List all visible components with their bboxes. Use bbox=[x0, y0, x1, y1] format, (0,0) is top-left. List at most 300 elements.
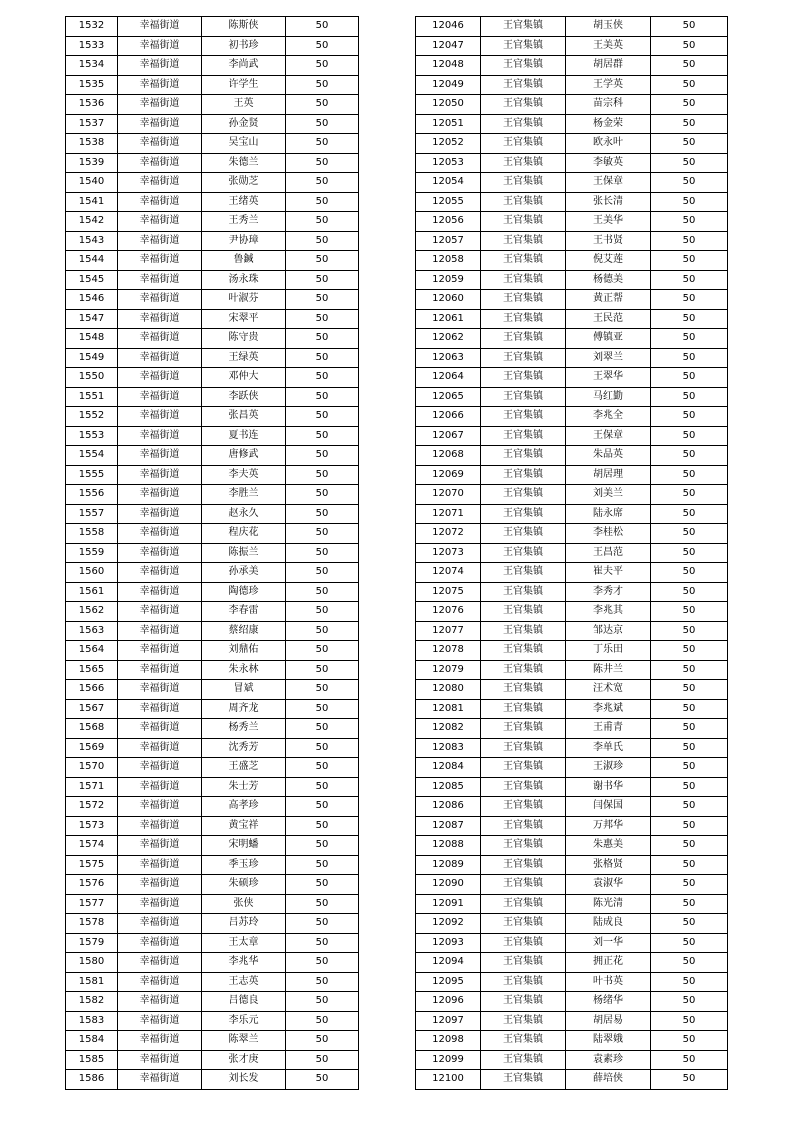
name-cell: 万邦华 bbox=[566, 816, 651, 836]
amount-cell: 50 bbox=[286, 719, 359, 739]
amount-cell: 50 bbox=[651, 894, 728, 914]
table-row bbox=[66, 660, 359, 680]
serial-number-cell: 12094 bbox=[416, 953, 481, 973]
name-cell: 张侠 bbox=[202, 894, 286, 914]
serial-number-cell: 12093 bbox=[416, 933, 481, 953]
name-cell: 倪艾莲 bbox=[566, 251, 651, 271]
area-cell: 王官集镇 bbox=[481, 621, 566, 641]
serial-number-cell: 1550 bbox=[66, 368, 118, 388]
serial-number-cell: 1556 bbox=[66, 485, 118, 505]
name-cell: 王淑珍 bbox=[566, 758, 651, 778]
table-row bbox=[416, 719, 728, 739]
amount-cell: 50 bbox=[651, 192, 728, 212]
table-row bbox=[416, 212, 728, 232]
name-cell: 孙金贤 bbox=[202, 114, 286, 134]
name-cell: 谢书华 bbox=[566, 777, 651, 797]
area-cell: 王官集镇 bbox=[481, 36, 566, 56]
area-cell: 王官集镇 bbox=[481, 114, 566, 134]
table-row bbox=[66, 329, 359, 349]
name-cell: 杨金荣 bbox=[566, 114, 651, 134]
area-cell: 幸福街道 bbox=[118, 660, 202, 680]
table-row bbox=[66, 1050, 359, 1070]
area-cell: 王官集镇 bbox=[481, 290, 566, 310]
amount-cell: 50 bbox=[651, 1050, 728, 1070]
amount-cell: 50 bbox=[286, 582, 359, 602]
name-cell: 薛培侠 bbox=[566, 1070, 651, 1090]
area-cell: 王官集镇 bbox=[481, 309, 566, 329]
serial-number-cell: 1565 bbox=[66, 660, 118, 680]
serial-number-cell: 1571 bbox=[66, 777, 118, 797]
amount-cell: 50 bbox=[286, 56, 359, 76]
area-cell: 幸福街道 bbox=[118, 153, 202, 173]
table-row bbox=[416, 524, 728, 544]
serial-number-cell: 12090 bbox=[416, 875, 481, 895]
area-cell: 幸福街道 bbox=[118, 875, 202, 895]
amount-cell: 50 bbox=[286, 933, 359, 953]
serial-number-cell: 1535 bbox=[66, 75, 118, 95]
table-row bbox=[66, 270, 359, 290]
amount-cell: 50 bbox=[651, 972, 728, 992]
area-cell: 幸福街道 bbox=[118, 680, 202, 700]
serial-number-cell: 1559 bbox=[66, 543, 118, 563]
amount-cell: 50 bbox=[651, 465, 728, 485]
area-cell: 王官集镇 bbox=[481, 953, 566, 973]
table-row bbox=[416, 1031, 728, 1051]
table-row bbox=[66, 134, 359, 154]
area-cell: 王官集镇 bbox=[481, 426, 566, 446]
name-cell: 朱士芳 bbox=[202, 777, 286, 797]
amount-cell: 50 bbox=[651, 1070, 728, 1090]
table-row bbox=[416, 95, 728, 115]
serial-number-cell: 1532 bbox=[66, 17, 118, 37]
name-cell: 张格贤 bbox=[566, 855, 651, 875]
area-cell: 幸福街道 bbox=[118, 134, 202, 154]
table-row bbox=[66, 17, 359, 37]
name-cell: 沈秀芳 bbox=[202, 738, 286, 758]
serial-number-cell: 1578 bbox=[66, 914, 118, 934]
name-cell: 黄宝祥 bbox=[202, 816, 286, 836]
name-cell: 李乐元 bbox=[202, 1011, 286, 1031]
name-cell: 胡居易 bbox=[566, 1011, 651, 1031]
table-row bbox=[416, 972, 728, 992]
area-cell: 幸福街道 bbox=[118, 212, 202, 232]
amount-cell: 50 bbox=[286, 1070, 359, 1090]
serial-number-cell: 12059 bbox=[416, 270, 481, 290]
table-row bbox=[66, 251, 359, 271]
amount-cell: 50 bbox=[286, 738, 359, 758]
table-row bbox=[66, 621, 359, 641]
area-cell: 幸福街道 bbox=[118, 114, 202, 134]
area-cell: 幸福街道 bbox=[118, 368, 202, 388]
name-cell: 丁乐田 bbox=[566, 641, 651, 661]
table-row bbox=[416, 1070, 728, 1090]
area-cell: 幸福街道 bbox=[118, 1011, 202, 1031]
name-cell: 崔夫平 bbox=[566, 563, 651, 583]
name-cell: 张昌英 bbox=[202, 407, 286, 427]
amount-cell: 50 bbox=[651, 114, 728, 134]
area-cell: 王官集镇 bbox=[481, 231, 566, 251]
serial-number-cell: 12099 bbox=[416, 1050, 481, 1070]
amount-cell: 50 bbox=[286, 524, 359, 544]
name-cell: 孙承美 bbox=[202, 563, 286, 583]
serial-number-cell: 12078 bbox=[416, 641, 481, 661]
area-cell: 幸福街道 bbox=[118, 1031, 202, 1051]
table-row bbox=[66, 407, 359, 427]
area-cell: 王官集镇 bbox=[481, 212, 566, 232]
table-row bbox=[416, 17, 728, 37]
amount-cell: 50 bbox=[651, 75, 728, 95]
serial-number-cell: 12100 bbox=[416, 1070, 481, 1090]
amount-cell: 50 bbox=[286, 875, 359, 895]
serial-number-cell: 12046 bbox=[416, 17, 481, 37]
area-cell: 幸福街道 bbox=[118, 75, 202, 95]
amount-cell: 50 bbox=[286, 992, 359, 1012]
table-row bbox=[66, 212, 359, 232]
amount-cell: 50 bbox=[651, 368, 728, 388]
name-cell: 闫保国 bbox=[566, 797, 651, 817]
serial-number-cell: 1580 bbox=[66, 953, 118, 973]
table-row bbox=[416, 387, 728, 407]
serial-number-cell: 1569 bbox=[66, 738, 118, 758]
area-cell: 王官集镇 bbox=[481, 1011, 566, 1031]
name-cell: 王翠华 bbox=[566, 368, 651, 388]
table-row bbox=[416, 933, 728, 953]
table-row bbox=[66, 855, 359, 875]
amount-cell: 50 bbox=[286, 1031, 359, 1051]
serial-number-cell: 12085 bbox=[416, 777, 481, 797]
name-cell: 袁淑华 bbox=[566, 875, 651, 895]
serial-number-cell: 1548 bbox=[66, 329, 118, 349]
amount-cell: 50 bbox=[286, 543, 359, 563]
table-row bbox=[416, 348, 728, 368]
table-row bbox=[66, 75, 359, 95]
table-row bbox=[66, 446, 359, 466]
amount-cell: 50 bbox=[286, 504, 359, 524]
amount-cell: 50 bbox=[651, 680, 728, 700]
amount-cell: 50 bbox=[651, 855, 728, 875]
area-cell: 王官集镇 bbox=[481, 504, 566, 524]
area-cell: 幸福街道 bbox=[118, 992, 202, 1012]
name-cell: 陆成良 bbox=[566, 914, 651, 934]
name-cell: 吴宝山 bbox=[202, 134, 286, 154]
serial-number-cell: 1576 bbox=[66, 875, 118, 895]
area-cell: 王官集镇 bbox=[481, 797, 566, 817]
serial-number-cell: 12097 bbox=[416, 1011, 481, 1031]
table-row bbox=[66, 641, 359, 661]
amount-cell: 50 bbox=[286, 797, 359, 817]
area-cell: 幸福街道 bbox=[118, 797, 202, 817]
amount-cell: 50 bbox=[286, 329, 359, 349]
amount-cell: 50 bbox=[651, 992, 728, 1012]
table-row bbox=[66, 777, 359, 797]
area-cell: 王官集镇 bbox=[481, 758, 566, 778]
amount-cell: 50 bbox=[286, 251, 359, 271]
name-cell: 宋明蟠 bbox=[202, 836, 286, 856]
table-row bbox=[66, 816, 359, 836]
table-row bbox=[416, 582, 728, 602]
name-cell: 唐修武 bbox=[202, 446, 286, 466]
area-cell: 幸福街道 bbox=[118, 894, 202, 914]
area-cell: 王官集镇 bbox=[481, 348, 566, 368]
table-row bbox=[66, 290, 359, 310]
area-cell: 王官集镇 bbox=[481, 602, 566, 622]
area-cell: 王官集镇 bbox=[481, 387, 566, 407]
area-cell: 幸福街道 bbox=[118, 290, 202, 310]
area-cell: 王官集镇 bbox=[481, 777, 566, 797]
serial-number-cell: 1566 bbox=[66, 680, 118, 700]
area-cell: 幸福街道 bbox=[118, 231, 202, 251]
table-row bbox=[66, 426, 359, 446]
area-cell: 幸福街道 bbox=[118, 426, 202, 446]
area-cell: 王官集镇 bbox=[481, 855, 566, 875]
area-cell: 王官集镇 bbox=[481, 1031, 566, 1051]
amount-cell: 50 bbox=[286, 426, 359, 446]
name-cell: 袁素珍 bbox=[566, 1050, 651, 1070]
table-row bbox=[66, 465, 359, 485]
area-cell: 王官集镇 bbox=[481, 641, 566, 661]
area-cell: 王官集镇 bbox=[481, 153, 566, 173]
table-row bbox=[416, 738, 728, 758]
amount-cell: 50 bbox=[651, 933, 728, 953]
area-cell: 幸福街道 bbox=[118, 582, 202, 602]
area-cell: 王官集镇 bbox=[481, 56, 566, 76]
area-cell: 王官集镇 bbox=[481, 446, 566, 466]
serial-number-cell: 1541 bbox=[66, 192, 118, 212]
amount-cell: 50 bbox=[286, 914, 359, 934]
serial-number-cell: 12056 bbox=[416, 212, 481, 232]
area-cell: 幸福街道 bbox=[118, 816, 202, 836]
serial-number-cell: 1542 bbox=[66, 212, 118, 232]
table-row bbox=[66, 543, 359, 563]
name-cell: 刘鼎佑 bbox=[202, 641, 286, 661]
serial-number-cell: 12063 bbox=[416, 348, 481, 368]
name-cell: 吕德良 bbox=[202, 992, 286, 1012]
table-row bbox=[66, 680, 359, 700]
name-cell: 王书贤 bbox=[566, 231, 651, 251]
table-row bbox=[66, 894, 359, 914]
area-cell: 王官集镇 bbox=[481, 485, 566, 505]
roster-table-left-body bbox=[66, 17, 359, 1090]
amount-cell: 50 bbox=[286, 212, 359, 232]
serial-number-cell: 12048 bbox=[416, 56, 481, 76]
serial-number-cell: 1534 bbox=[66, 56, 118, 76]
amount-cell: 50 bbox=[286, 660, 359, 680]
name-cell: 初书珍 bbox=[202, 36, 286, 56]
amount-cell: 50 bbox=[651, 621, 728, 641]
name-cell: 高孝珍 bbox=[202, 797, 286, 817]
table-row bbox=[66, 797, 359, 817]
name-cell: 李敏英 bbox=[566, 153, 651, 173]
amount-cell: 50 bbox=[651, 543, 728, 563]
amount-cell: 50 bbox=[286, 621, 359, 641]
name-cell: 冒斌 bbox=[202, 680, 286, 700]
name-cell: 胡居群 bbox=[566, 56, 651, 76]
name-cell: 宋翠平 bbox=[202, 309, 286, 329]
amount-cell: 50 bbox=[651, 446, 728, 466]
area-cell: 王官集镇 bbox=[481, 543, 566, 563]
serial-number-cell: 12061 bbox=[416, 309, 481, 329]
table-row bbox=[416, 446, 728, 466]
name-cell: 王盛芝 bbox=[202, 758, 286, 778]
serial-number-cell: 12071 bbox=[416, 504, 481, 524]
amount-cell: 50 bbox=[651, 797, 728, 817]
name-cell: 汤永珠 bbox=[202, 270, 286, 290]
amount-cell: 50 bbox=[651, 309, 728, 329]
amount-cell: 50 bbox=[286, 309, 359, 329]
area-cell: 幸福街道 bbox=[118, 36, 202, 56]
area-cell: 幸福街道 bbox=[118, 953, 202, 973]
serial-number-cell: 12077 bbox=[416, 621, 481, 641]
serial-number-cell: 1567 bbox=[66, 699, 118, 719]
area-cell: 幸福街道 bbox=[118, 758, 202, 778]
amount-cell: 50 bbox=[651, 485, 728, 505]
amount-cell: 50 bbox=[286, 1050, 359, 1070]
name-cell: 王秀兰 bbox=[202, 212, 286, 232]
name-cell: 黄正帮 bbox=[566, 290, 651, 310]
amount-cell: 50 bbox=[286, 894, 359, 914]
serial-number-cell: 1558 bbox=[66, 524, 118, 544]
serial-number-cell: 1546 bbox=[66, 290, 118, 310]
name-cell: 朱硕珍 bbox=[202, 875, 286, 895]
name-cell: 陆永席 bbox=[566, 504, 651, 524]
name-cell: 张勋芝 bbox=[202, 173, 286, 193]
amount-cell: 50 bbox=[286, 134, 359, 154]
name-cell: 陈振兰 bbox=[202, 543, 286, 563]
serial-number-cell: 1557 bbox=[66, 504, 118, 524]
table-row bbox=[66, 387, 359, 407]
serial-number-cell: 1585 bbox=[66, 1050, 118, 1070]
amount-cell: 50 bbox=[286, 758, 359, 778]
name-cell: 夏书连 bbox=[202, 426, 286, 446]
amount-cell: 50 bbox=[286, 777, 359, 797]
amount-cell: 50 bbox=[286, 153, 359, 173]
name-cell: 李兆斌 bbox=[566, 699, 651, 719]
name-cell: 李桂松 bbox=[566, 524, 651, 544]
name-cell: 陶德珍 bbox=[202, 582, 286, 602]
table-row bbox=[416, 56, 728, 76]
serial-number-cell: 12074 bbox=[416, 563, 481, 583]
area-cell: 王官集镇 bbox=[481, 992, 566, 1012]
serial-number-cell: 1572 bbox=[66, 797, 118, 817]
serial-number-cell: 1574 bbox=[66, 836, 118, 856]
area-cell: 王官集镇 bbox=[481, 738, 566, 758]
area-cell: 幸福街道 bbox=[118, 914, 202, 934]
name-cell: 陈光清 bbox=[566, 894, 651, 914]
amount-cell: 50 bbox=[651, 836, 728, 856]
area-cell: 幸福街道 bbox=[118, 485, 202, 505]
name-cell: 王保章 bbox=[566, 173, 651, 193]
amount-cell: 50 bbox=[286, 192, 359, 212]
amount-cell: 50 bbox=[286, 95, 359, 115]
amount-cell: 50 bbox=[651, 953, 728, 973]
serial-number-cell: 1584 bbox=[66, 1031, 118, 1051]
table-row bbox=[66, 953, 359, 973]
table-row bbox=[66, 309, 359, 329]
name-cell: 马红勤 bbox=[566, 387, 651, 407]
area-cell: 王官集镇 bbox=[481, 563, 566, 583]
name-cell: 朱永林 bbox=[202, 660, 286, 680]
area-cell: 王官集镇 bbox=[481, 75, 566, 95]
amount-cell: 50 bbox=[651, 660, 728, 680]
amount-cell: 50 bbox=[286, 972, 359, 992]
area-cell: 王官集镇 bbox=[481, 1070, 566, 1090]
area-cell: 王官集镇 bbox=[481, 582, 566, 602]
amount-cell: 50 bbox=[286, 485, 359, 505]
area-cell: 幸福街道 bbox=[118, 329, 202, 349]
serial-number-cell: 1539 bbox=[66, 153, 118, 173]
amount-cell: 50 bbox=[651, 173, 728, 193]
serial-number-cell: 12088 bbox=[416, 836, 481, 856]
area-cell: 幸福街道 bbox=[118, 465, 202, 485]
table-row bbox=[416, 231, 728, 251]
serial-number-cell: 12047 bbox=[416, 36, 481, 56]
name-cell: 王保章 bbox=[566, 426, 651, 446]
roster-table-left bbox=[65, 16, 359, 1090]
amount-cell: 50 bbox=[286, 270, 359, 290]
amount-cell: 50 bbox=[651, 816, 728, 836]
table-row bbox=[66, 95, 359, 115]
area-cell: 王官集镇 bbox=[481, 173, 566, 193]
area-cell: 幸福街道 bbox=[118, 699, 202, 719]
name-cell: 陈守贵 bbox=[202, 329, 286, 349]
name-cell: 刘美兰 bbox=[566, 485, 651, 505]
area-cell: 王官集镇 bbox=[481, 972, 566, 992]
table-row bbox=[416, 855, 728, 875]
table-row bbox=[66, 36, 359, 56]
roster-table-right-body bbox=[416, 17, 728, 1090]
table-row bbox=[66, 836, 359, 856]
serial-number-cell: 1551 bbox=[66, 387, 118, 407]
serial-number-cell: 1575 bbox=[66, 855, 118, 875]
area-cell: 幸福街道 bbox=[118, 309, 202, 329]
serial-number-cell: 12068 bbox=[416, 446, 481, 466]
area-cell: 幸福街道 bbox=[118, 543, 202, 563]
area-cell: 幸福街道 bbox=[118, 738, 202, 758]
roster-table-right bbox=[415, 16, 728, 1090]
name-cell: 胡居理 bbox=[566, 465, 651, 485]
name-cell: 赵永久 bbox=[202, 504, 286, 524]
serial-number-cell: 12073 bbox=[416, 543, 481, 563]
serial-number-cell: 12070 bbox=[416, 485, 481, 505]
area-cell: 王官集镇 bbox=[481, 680, 566, 700]
serial-number-cell: 1545 bbox=[66, 270, 118, 290]
area-cell: 幸福街道 bbox=[118, 836, 202, 856]
table-row bbox=[416, 75, 728, 95]
area-cell: 幸福街道 bbox=[118, 407, 202, 427]
amount-cell: 50 bbox=[651, 407, 728, 427]
area-cell: 王官集镇 bbox=[481, 933, 566, 953]
serial-number-cell: 12081 bbox=[416, 699, 481, 719]
name-cell: 周齐龙 bbox=[202, 699, 286, 719]
table-row bbox=[416, 368, 728, 388]
amount-cell: 50 bbox=[651, 348, 728, 368]
table-row bbox=[416, 329, 728, 349]
amount-cell: 50 bbox=[286, 231, 359, 251]
table-row bbox=[416, 953, 728, 973]
table-row bbox=[66, 114, 359, 134]
name-cell: 陈翠兰 bbox=[202, 1031, 286, 1051]
table-row bbox=[66, 992, 359, 1012]
amount-cell: 50 bbox=[286, 602, 359, 622]
table-row bbox=[416, 992, 728, 1012]
amount-cell: 50 bbox=[651, 641, 728, 661]
area-cell: 王官集镇 bbox=[481, 894, 566, 914]
amount-cell: 50 bbox=[651, 212, 728, 232]
area-cell: 王官集镇 bbox=[481, 329, 566, 349]
area-cell: 王官集镇 bbox=[481, 1050, 566, 1070]
name-cell: 蔡绍康 bbox=[202, 621, 286, 641]
serial-number-cell: 12092 bbox=[416, 914, 481, 934]
